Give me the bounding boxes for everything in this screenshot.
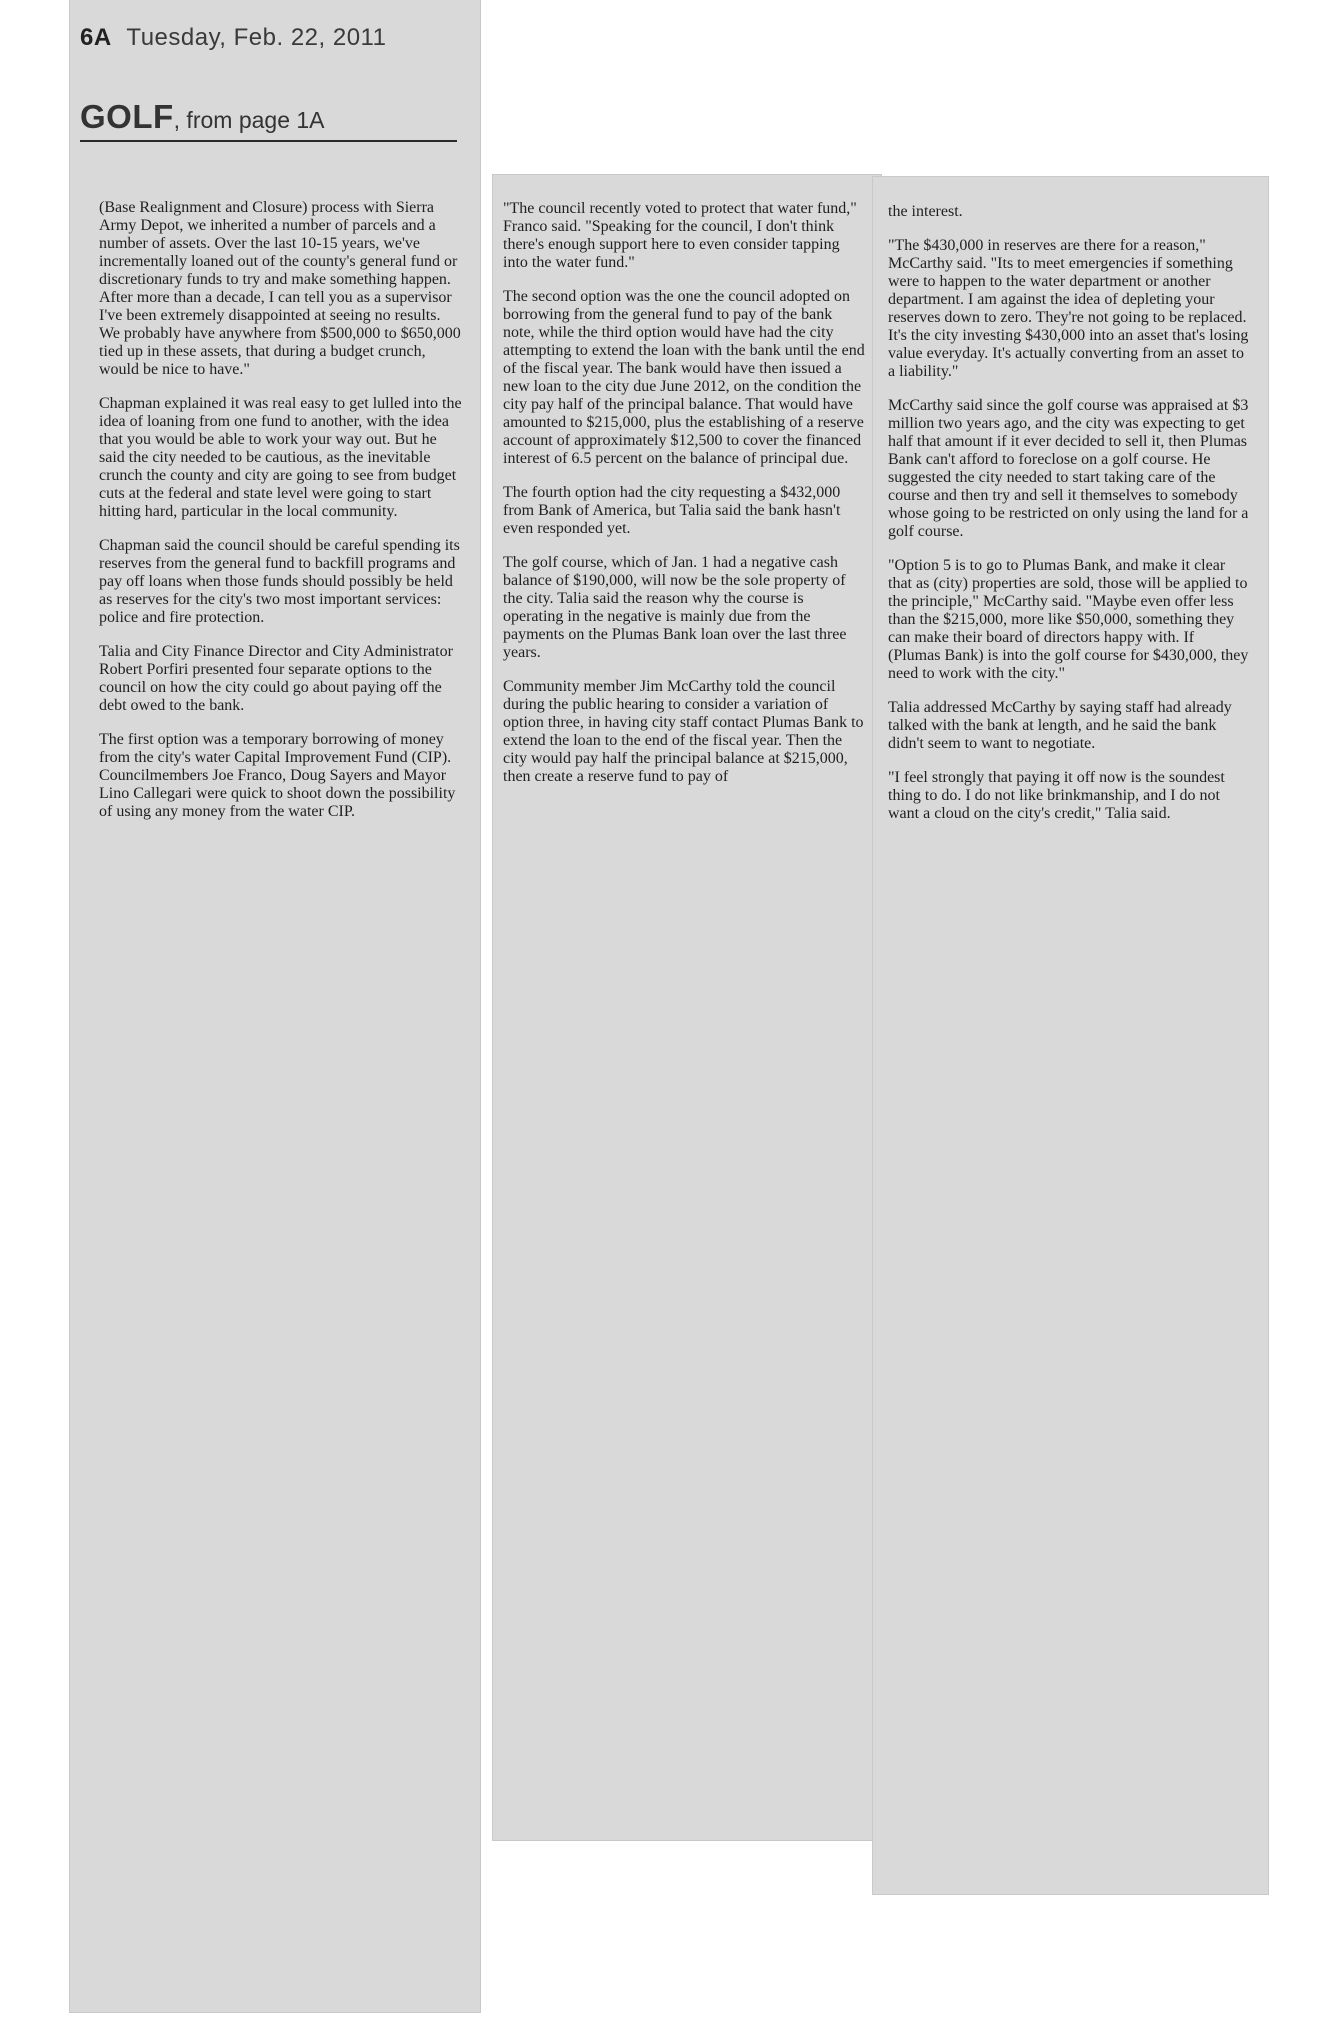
article-column-1 [99,183,465,837]
jump-keyword: GOLF [80,98,174,135]
paragraph: "The $430,000 in reserves are there for a reason," McCarthy said. "Its to meet emergencies if something were to happen to the water department or another department. I am against the idea of depleting your reserves down to zero. They're not going to be replaced. It's the city investing $430,000 into an asset that's losing value everyday. It's actually converting from an asset to a liability." [888,237,1249,380]
jump-head [80,98,325,136]
paragraph: Chapman said the council should be careful spending its reserves from the general fund to backfill programs and pay off loans when those funds should possibly be held as reserves for the city's two most important services: police and fire protection. [99,537,460,626]
paragraph: McCarthy said since the golf course was appraised at $3 million two years ago, and the city was expecting to get half that amount if it ever decided to sell it, then Plumas Bank can't afford to foreclose on a golf course. He suggested the city needed to start taking care of the course and then try and sell it themselves to somebody whose going to be restricted on only using the land for a golf course. [888,397,1249,540]
paragraph: "The council recently voted to protect that water fund," Franco said. "Speaking for the council, I don't think there's enough support here to even consider tapping into the water fund." [503,200,857,271]
article-column-2 [503,184,865,802]
page-header [80,24,386,52]
page-number: 6A [80,24,112,51]
paragraph: "I feel strongly that paying it off now is the soundest thing to do. I do not like brinkmanship, and I do not want a cloud on the city's credit," Talia said. [888,769,1225,822]
paragraph: Chapman explained it was real easy to get lulled into the idea of loaning from one fund to another, with the idea that you would be able to work your way out. But he said the city needed to be cautious, as the inevitable crunch the county and city are going to see from budget cuts at the federal and state level were going to start hitting hard, particular in the local community. [99,395,462,520]
paragraph: (Base Realignment and Closure) process with Sierra Army Depot, we inherited a number of parcels and a number of assets. Over the last 10-15 years, we've incrementally loaned out of the county's general fund or discretionary funds to try and make something happen. After more than a decade, I can tell you as a supervisor I've been extremely disappointed at seeing no results. We probably have anywhere from $500,000 to $650,000 tied up in these assets, that during a budget crunch, would be nice to have." [99,199,461,378]
paragraph: The fourth option had the city requesting a $432,000 from Bank of America, but Talia said the bank hasn't even responded yet. [503,484,841,537]
paragraph: The golf course, which of Jan. 1 had a negative cash balance of $190,000, will now be the sole property of the city. Talia said the reason why the course is operating in the negative is mainly due from the payments on the Plumas Bank loan over the last three years. [503,554,847,661]
jump-from: , from page 1A [173,107,325,133]
paragraph: "Option 5 is to go to Plumas Bank, and make it clear that as (city) properties are sold, those will be applied to the principle," McCarthy said. "Maybe even offer less than the $215,000, more like $50,000, something they can make their board of directors happy with. If (Plumas Bank) is into the golf course for $430,000, they need to work with the city." [888,557,1249,682]
paragraph: Talia and City Finance Director and City Administrator Robert Porfiri presented four separate options to the council on how the city could go about paying off the debt owed to the bank. [99,643,453,714]
paragraph: The first option was a temporary borrowing of money from the city's water Capital Improvement Fund (CIP). Councilmembers Joe Franco, Doug Sayers and Mayor Lino Callegari were quick to shoot down the possibility of using any money from the water CIP. [99,731,456,820]
header-rule [80,140,457,142]
publication-date: Tuesday, Feb. 22, 2011 [126,24,387,51]
article-column-3 [888,187,1250,839]
paragraph: The second option was the one the council adopted on borrowing from the general fund to pay of the bank note, while the third option would have had the city attempting to extend the loan with the bank until the end of the fiscal year. The bank would have then issued a new loan to the city due June 2012, on the condition the city pay half of the principal balance. That would have amounted to $215,000, plus the establishing of a reserve account of approximately $12,500 to cover the financed interest of 6.5 percent on the balance of principal due. [503,288,865,467]
paragraph: the interest. [888,203,963,220]
paragraph: Community member Jim McCarthy told the council during the public hearing to consider a variation of option three, in having city staff contact Plumas Bank to extend the loan to the end of the fiscal year. Then the city would pay half the principal balance at $215,000, then create a reserve fund to pay of [503,678,864,785]
paragraph: Talia addressed McCarthy by saying staff had already talked with the bank at length, and he said the bank didn't seem to want to negotiate. [888,699,1232,752]
